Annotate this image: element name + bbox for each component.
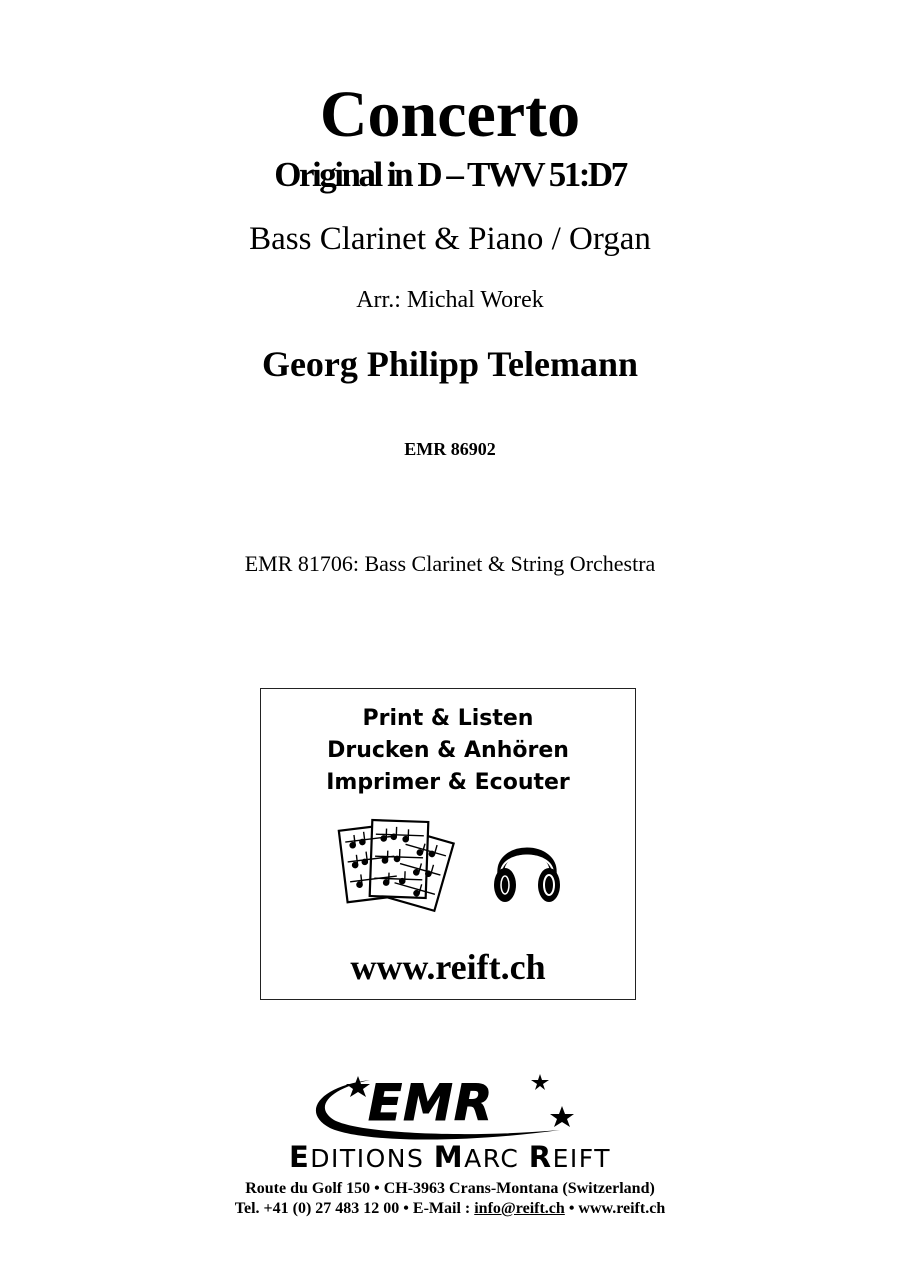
composer: Georg Philipp Telemann <box>261 344 639 384</box>
emr-logo-text: EMR <box>368 1074 494 1132</box>
headphones-icon <box>491 829 563 909</box>
promo-line-german: Drucken & Anhören <box>327 738 569 763</box>
contact-phone: Tel. +41 (0) 27 483 12 00 • E-Mail : <box>234 1200 475 1217</box>
catalog-number: EMR 86902 <box>404 439 496 459</box>
promo-line-english: Print & Listen <box>362 706 534 731</box>
print-listen-box <box>260 688 636 1000</box>
publisher-name-ditions: DITIONS <box>310 1144 434 1173</box>
publisher-name-eift: EIFT <box>552 1144 611 1173</box>
publisher-name-r: R <box>528 1140 553 1174</box>
contact-email-link[interactable]: info@reift.ch <box>474 1200 565 1217</box>
publisher-name-e: E <box>288 1140 311 1174</box>
publisher-name-m: M <box>433 1140 465 1174</box>
sheet-music-icon <box>333 817 473 917</box>
publisher-address: Route du Golf 150 • CH-3963 Crans-Montana (Switzerland) <box>245 1180 655 1197</box>
publisher-name-arc: ARC <box>464 1144 529 1173</box>
publisher-name <box>0 1142 900 1174</box>
alternate-version: EMR 81706: Bass Clarinet & String Orchestra <box>244 551 656 576</box>
subtitle: Original in D – TWV 51:D7 <box>274 155 626 194</box>
promo-website[interactable]: www.reift.ch <box>350 947 546 987</box>
title: Concerto <box>319 78 581 151</box>
publisher-contact <box>0 1198 900 1220</box>
arranger: Arr.: Michal Worek <box>356 287 544 313</box>
contact-website[interactable]: • www.reift.ch <box>564 1200 666 1217</box>
promo-line-french: Imprimer & Ecouter <box>326 770 570 795</box>
instrumentation: Bass Clarinet & Piano / Organ <box>249 221 651 257</box>
